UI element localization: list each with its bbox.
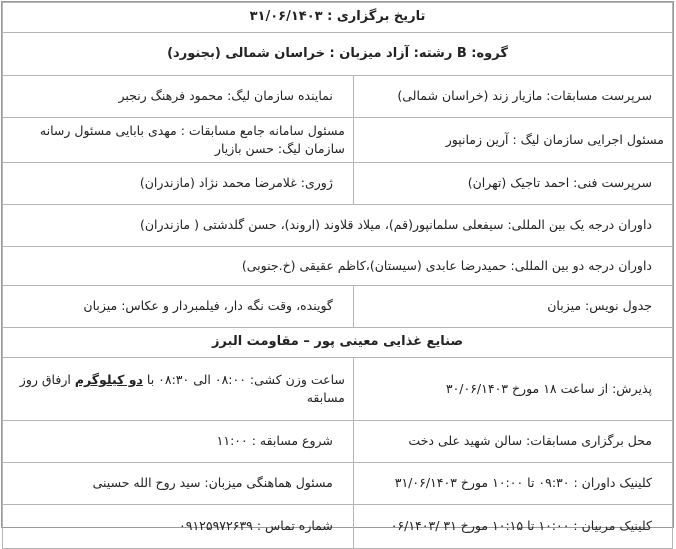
group-host-line: گروه: B رشته: آزاد میزبان : خراسان شمالی (بجنورد)	[3, 33, 673, 76]
jury: ژوری: غلامرضا محمد نژاد (مازندران)	[3, 163, 354, 205]
schedule-table	[2, 2, 673, 549]
host-coordinator: مسئول هماهنگی میزبان: سید روح الله حسینی	[3, 463, 354, 505]
weigh-in-text-2: ارفاق روز مسابقه	[19, 371, 345, 405]
referee-clinic: کلینیک داوران : ۰۹:۳۰ تا ۱۰:۰۰ مورخ ۳۱/۰۶/۱۴۰۳	[353, 463, 672, 505]
competition-supervisor: سرپرست مسابقات: مازیار زند (خراسان شمالی)	[353, 76, 672, 118]
league-executive: مسئول اجرایی سازمان لیگ : آرین زمانپور	[353, 118, 672, 163]
second-class-referees: داوران درجه دو بین المللی: حمیدرضا عابدی (سیستان)،کاظم عقیقی (خ.جنوبی)	[3, 247, 673, 286]
event-date-title: تاریخ برگزاری : ۳۱/۰۶/۱۴۰۳	[3, 3, 673, 33]
weigh-in-allowance: دو کیلوگرم	[74, 371, 143, 387]
system-and-media-officers: مسئول سامانه جامع مسابقات : مهدی بابایی مسئول رسانه سازمان لیگ: حسن بازیار	[3, 118, 354, 163]
match-start-time: شروع مسابقه : ۱۱:۰۰	[3, 421, 354, 463]
league-representative: نماینده سازمان لیگ: محمود فرهنگ رنجبر	[3, 76, 354, 118]
sponsor-section-title: صنایع غذایی معینی پور – مقاومت البرز	[3, 328, 673, 358]
table-writer: جدول نویس: میزبان	[353, 286, 672, 328]
technical-supervisor: سرپرست فنی: احمد تاجیک (تهران)	[353, 163, 672, 205]
venue: محل برگزاری مسابقات: سالن شهید علی دخت	[353, 421, 672, 463]
weigh-in-time	[3, 358, 354, 421]
contact-number: شماره تماس : ۰۹۱۲۵۹۷۲۶۳۹	[3, 505, 354, 549]
weigh-in-text-1: ساعت وزن کشی: ۰۸:۰۰ الی ۰۸:۳۰ با	[142, 371, 345, 387]
announcer-timekeeper-media: گوینده، وقت نگه دار، فیلمبردار و عکاس: میزبان	[3, 286, 354, 328]
first-class-referees: داوران درجه یک بین المللی: سیفعلی سلمانپور(قم)، میلاد قلاوند (اروند)، حسن گلدشتی ( مازندران)	[3, 205, 673, 247]
schedule-frame	[1, 1, 674, 534]
reception-time: پذیرش: از ساعت ۱۸ مورخ ۳۰/۰۶/۱۴۰۳	[353, 358, 672, 421]
coach-clinic: کلینیک مربیان : ۱۰:۰۰ تا ۱۰:۱۵ مورخ ۳۱ /۰۶/۱۴۰۳	[353, 505, 672, 549]
